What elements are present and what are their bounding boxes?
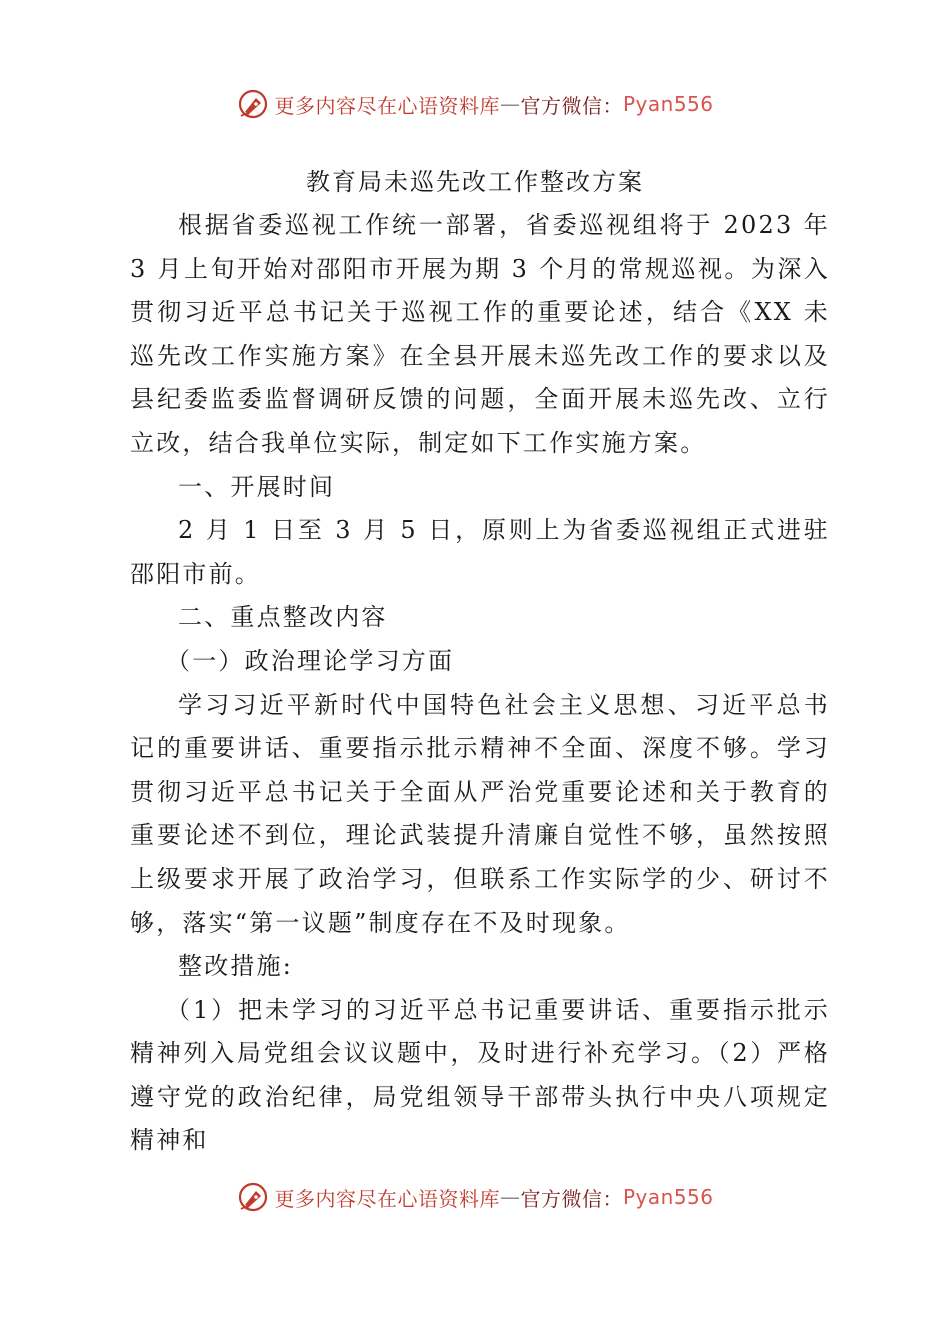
measures-paragraph: （1）把未学习的习近平总书记重要讲话、重要指示批示精神列入局党组会议议题中，及时进行补充学习。（2）严格遵守党的政治纪律，局党组领导干部带头执行中央八项规定精神和 <box>130 995 830 1155</box>
watermark-wechat-label: 官方微信： <box>520 1186 623 1211</box>
watermark-dash: — <box>499 1185 521 1209</box>
watermark-banner-bottom <box>0 1177 950 1217</box>
document-body <box>130 204 830 1163</box>
political-study-paragraph: 学习习近平新时代中国特色社会主义思想、习近平总书记的重要讲话、重要指示批示精神不全面、深度不够。学习贯彻习近平总书记关于全面从严治党重要论述和关于教育的重要论述不到位，理论武装提升清廉自觉性不够，虽然按照上级要求开展了政治学习，但联系工作实际学的少、研讨不够，落实“第一议题”制度存在不及时现象。 <box>130 690 830 937</box>
document-title: 教育局未巡先改工作整改方案 <box>306 168 644 196</box>
watermark-lead-text: 更多内容尽在心语资料库 <box>274 93 500 118</box>
pen-nib-logo-icon <box>236 1180 270 1214</box>
section-heading-content: 二、重点整改内容 <box>178 603 388 632</box>
time-paragraph: 2 月 1 日至 3 月 5 日，原则上为省委巡视组正式进驻邵阳市前。 <box>130 516 830 588</box>
watermark-wechat-id: Pyan556 <box>622 92 714 116</box>
intro-paragraph: 根据省委巡视工作统一部署，省委巡视组将于 2023 年 3 月上旬开始对邵阳市开展为期 3 个月的常规巡视。为深入贯彻习近平总书记关于巡视工作的重要论述，结合《XX 未巡先改工作实施方案》在全县开展未巡先改工作的要求以及县纪委监委监督调研反馈的问题，全面开展未巡先改、立行立改，结合我单位实际，制定如下工作实施方案。 <box>130 211 830 457</box>
watermark-wechat-label: 官方微信： <box>520 93 623 118</box>
section-heading-time: 一、开展时间 <box>178 472 336 501</box>
subsection-heading-political-study: （一）政治理论学习方面 <box>166 646 455 675</box>
measures-heading: 整改措施: <box>178 952 294 981</box>
watermark-dash: — <box>499 92 521 116</box>
watermark-lead-text: 更多内容尽在心语资料库 <box>274 1186 500 1211</box>
watermark-banner-top <box>0 84 950 124</box>
watermark-wechat-id: Pyan556 <box>622 1185 714 1209</box>
pen-nib-logo-icon <box>236 87 270 121</box>
